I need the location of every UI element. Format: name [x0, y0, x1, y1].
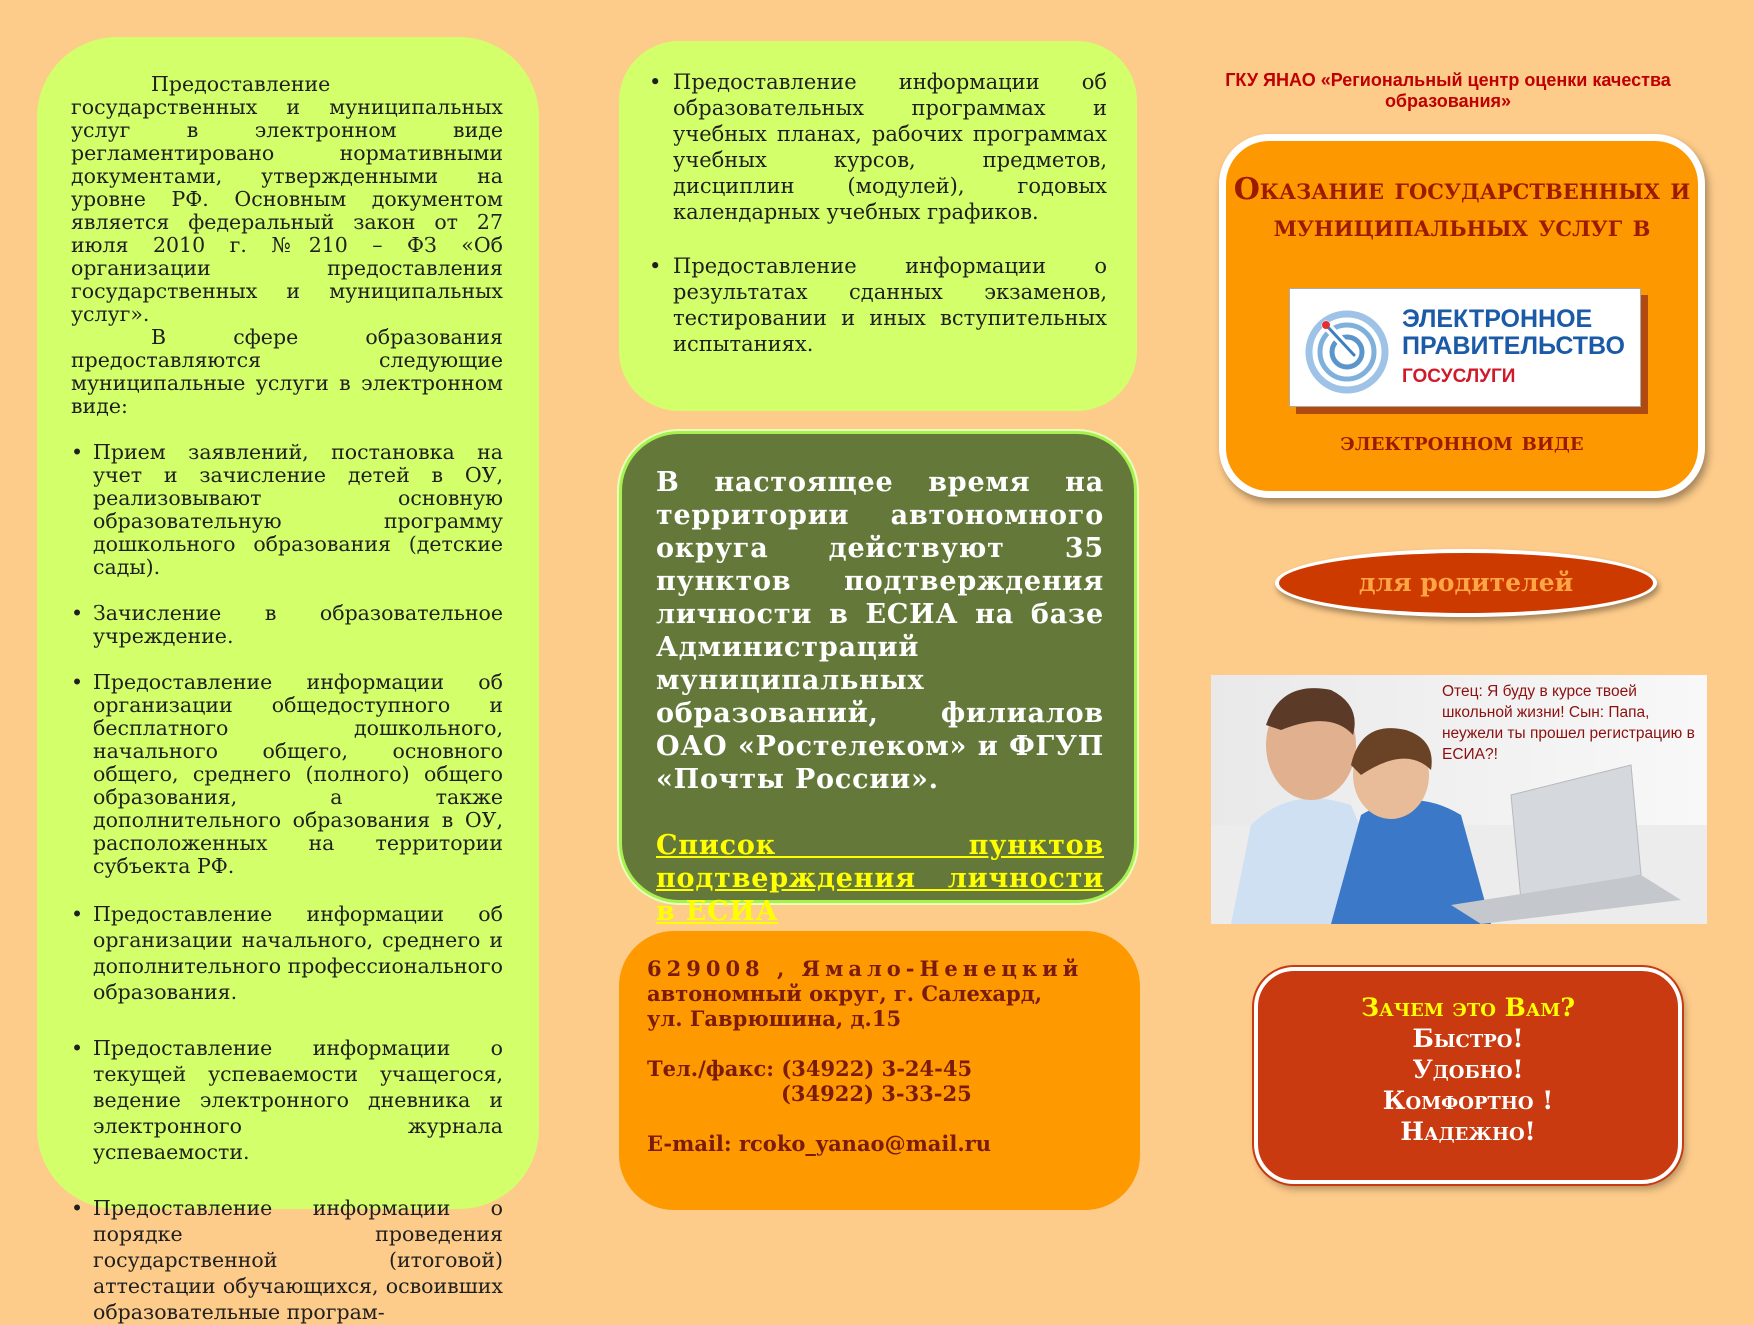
why-item-fast: Быстро!: [1412, 1024, 1524, 1053]
list-item: • Предоставление информации о порядке проведения государственной (итоговой) аттестации обучающихся, освоивших образовательные програм-: [71, 1195, 503, 1325]
left-intro-2: В сфере образования предоставляются следующие муниципальные услуги в электронном виде:: [71, 325, 503, 418]
family-photo: [1211, 675, 1707, 924]
photo-caption: Отец: Я буду в курсе твоей школьной жизни! Сын: Папа, неужели ты прошел регистрацию в ЕСИА?!: [1442, 683, 1695, 763]
list-item: • Прием заявлений, постановка на учет и зачисление детей в ОУ, реализовывают основную образовательную программу дошкольного образования (детские сады).: [71, 441, 503, 579]
left-services-list: [71, 441, 503, 1325]
logo-line-2: ГОСУСЛУГИ: [1402, 366, 1516, 387]
brochure-title-bottom: электронном виде: [1340, 427, 1584, 456]
contact-phone-1: Тел./факс: (34922) 3-24-45: [647, 1056, 973, 1081]
gosuslugi-logo: [1289, 288, 1641, 407]
why-item-convenient: Удобно!: [1412, 1055, 1524, 1084]
contact-address-line-2: автономный округ, г. Салехард,: [647, 981, 1043, 1006]
middle-top-panel: [619, 41, 1137, 411]
contact-address-line-3: ул. Гаврюшина, д.15: [647, 1006, 902, 1031]
contact-address-line-1: 629008 , Ямало-Ненецкий: [647, 956, 1084, 981]
logo-line-1: ЭЛЕКТРОННОЕ ПРАВИТЕЛЬСТВО: [1402, 305, 1625, 360]
list-item: • Предоставление информации о результатах сданных экзаменов, тестировании и иных вступительных испытаниях.: [649, 253, 1107, 357]
list-item: • Предоставление информации об образовательных программах и учебных планах, рабочих программах учебных курсов, предметов, дисциплин (модулей), годовых календарных учебных графиков.: [649, 69, 1107, 225]
contact-box: [619, 931, 1140, 1210]
contact-phone-2: (34922) 3-33-25: [781, 1081, 972, 1106]
brochure-title: Оказание государственных и муниципальных услуг в: [1233, 172, 1691, 244]
esia-points-text: В настоящее время на территории автономного округа действуют 35 пунктов подтверждения личности в ЕСИА на базе Администраций муниципальных образований, филиалов ОАО «Ростелеком» и ФГУП «Почты России».: [656, 467, 1104, 795]
contact-email: E-mail: rcoko_yanao@mail.ru: [647, 1131, 991, 1156]
gosuslugi-emblem-icon: [1304, 309, 1390, 395]
list-item: • Зачисление в образовательное учреждение.: [71, 602, 503, 648]
list-item: • Предоставление информации об организации общедоступного и бесплатного дошкольного, начального общего, основного общего, среднего (полного) общего образования, а также дополнительного образования в ОУ, расположенных на территории субъекта РФ.: [71, 671, 503, 878]
middle-services-list: [649, 69, 1107, 357]
title-box: [1219, 134, 1705, 498]
esia-points-link[interactable]: Список пунктов подтверждения личности в ЕСИА: [656, 830, 1104, 927]
why-box: [1254, 967, 1682, 1184]
list-item: • Предоставление информации о текущей успеваемости учащегося, ведение электронного дневника и электронного журнала успеваемости.: [71, 1035, 503, 1165]
why-item-reliable: Надежно!: [1400, 1117, 1536, 1146]
left-intro: Предоставление государственных и муниципальных услуг в электронном виде регламентировано нормативными документами, утвержденными на уровне РФ. Основным документом является федеральный закон от 27 июля 2010 г. №210 – ФЗ «Об организации предоставления государственных и муниципальных услуг».: [71, 72, 503, 326]
esia-points-box: [619, 431, 1137, 927]
for-parents-badge: для родителей: [1275, 549, 1657, 617]
organization-name: ГКУ ЯНАО «Региональный центр оценки качества образования»: [1225, 70, 1671, 111]
list-item: • Предоставление информации об организации начального, среднего и дополнительного профессионального образования.: [71, 901, 503, 1005]
why-item-comfortable: Комфортно !: [1382, 1086, 1554, 1115]
why-title: Зачем это Вам?: [1361, 993, 1575, 1022]
left-panel: [37, 37, 539, 1324]
